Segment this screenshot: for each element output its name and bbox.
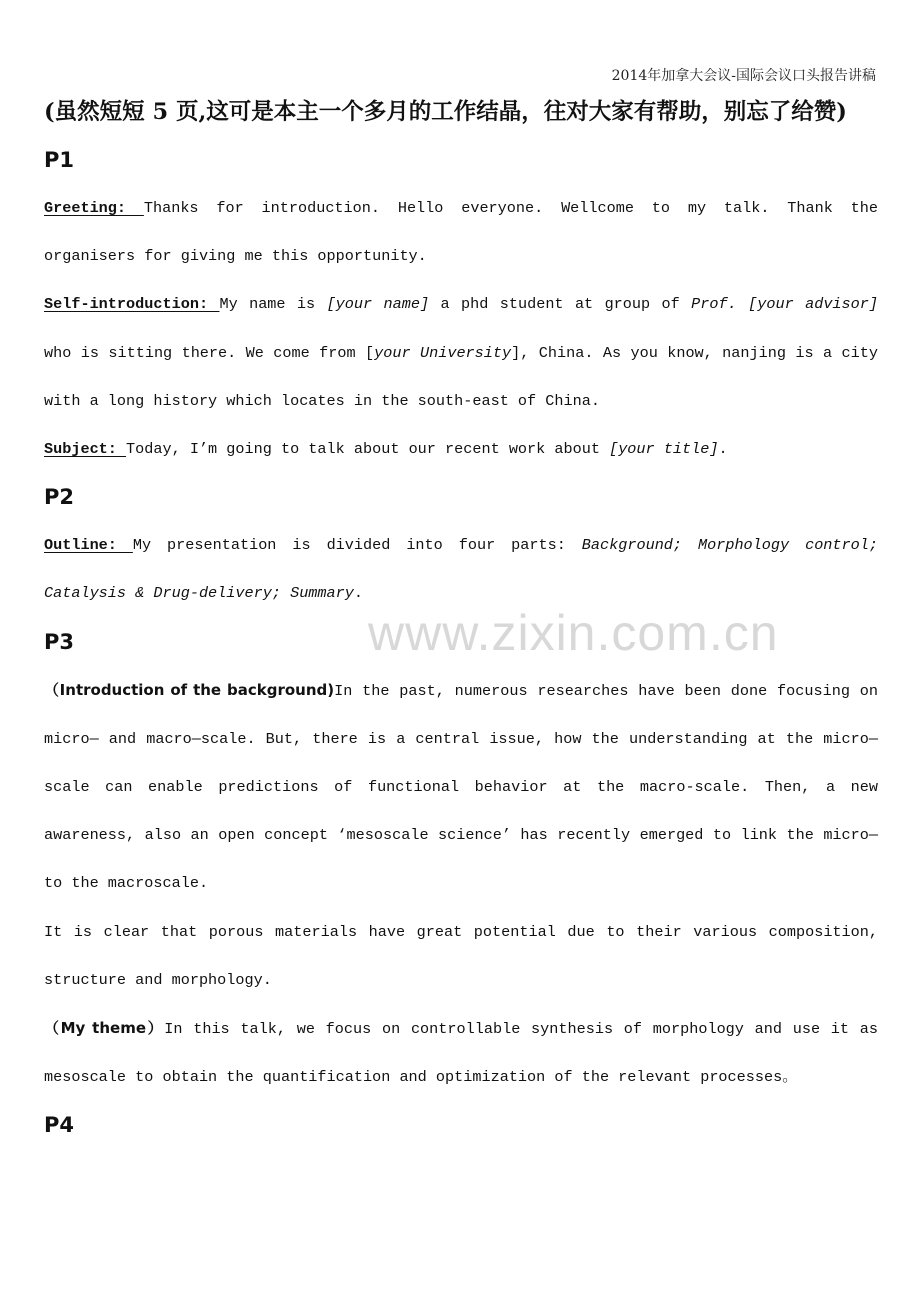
placeholder-your-title: [your title] — [609, 440, 719, 459]
outline-text: My presentation is divided into four parts: — [132, 536, 582, 555]
subject-text: Today, I’m going to talk about our recent work about — [126, 440, 610, 459]
intro-note: (虽然短短 5 页,这可是本主一个多月的工作结晶，往对大家有帮助，别忘了给赞) — [44, 99, 847, 125]
self-introduction-label: Self-introduction: — [44, 295, 220, 314]
porous-paragraph: It is clear that porous materials have great potential due to their various composition, structure and morphology. — [44, 922, 878, 989]
greeting-label: Greeting: — [44, 199, 144, 217]
background-label: （Introduction of the background) — [44, 680, 335, 699]
greeting-text: Thanks for introduction. Hello everyone. Wellcome to my talk. Thank the organisers for giving me this opportunity. — [44, 199, 879, 266]
subject-period: . — [718, 440, 728, 459]
theme-paragraph — [44, 1004, 878, 1101]
document-body — [44, 88, 878, 1149]
section-heading-p1: P1 — [44, 148, 75, 172]
outline-label: Outline: — [44, 536, 133, 555]
section-heading-p2: P2 — [44, 485, 75, 510]
outline-paragraph — [44, 521, 878, 617]
placeholder-your-advisor: Prof. [your advisor] — [691, 295, 878, 314]
theme-text: In this talk, we focus on controllable synthesis of morphology and use it as mesoscale to obtain the quantification and optimization of the relevant processes。 — [44, 1020, 878, 1087]
greeting-paragraph — [44, 184, 878, 280]
outline-period: . — [353, 584, 364, 603]
self-intro-text-1: My name is — [219, 295, 327, 314]
placeholder-your-university: your University — [374, 343, 512, 362]
self-introduction-paragraph — [44, 280, 878, 425]
outline-parts: Background; Morphology control; Catalysis & Drug-delivery; Summary — [44, 536, 878, 603]
watermark: www.zixin.com.cn — [368, 605, 779, 661]
section-heading-p3: P3 — [44, 629, 75, 654]
self-intro-text-3: who is sitting there. We come from [ — [44, 343, 375, 362]
self-intro-text-2: a phd student at group of — [429, 295, 692, 314]
background-text: In the past, numerous researches have been done focusing on micro— and macro—scale. But, there is a central issue, how the understanding at the micro—scale can enable predictions of functional behavior at the macro-scale. Then, a new awareness, also an open concept ‘mesoscale science’ has recently emerged to link the micro— to the macroscale. — [44, 681, 878, 893]
subject-paragraph — [44, 425, 878, 473]
subject-label: Subject: — [44, 440, 127, 459]
page-header: 2014年加拿大会议-国际会议口头报告讲稿 — [611, 68, 876, 84]
section-heading-p4: P4 — [44, 1113, 75, 1138]
theme-label: （My theme） — [44, 1019, 165, 1038]
background-paragraph — [44, 666, 878, 908]
self-intro-text-4: ], China. As you know, nanjing is a city with a long history which locates in the south-east of China. — [44, 343, 878, 410]
placeholder-your-name: [your name] — [326, 295, 430, 314]
